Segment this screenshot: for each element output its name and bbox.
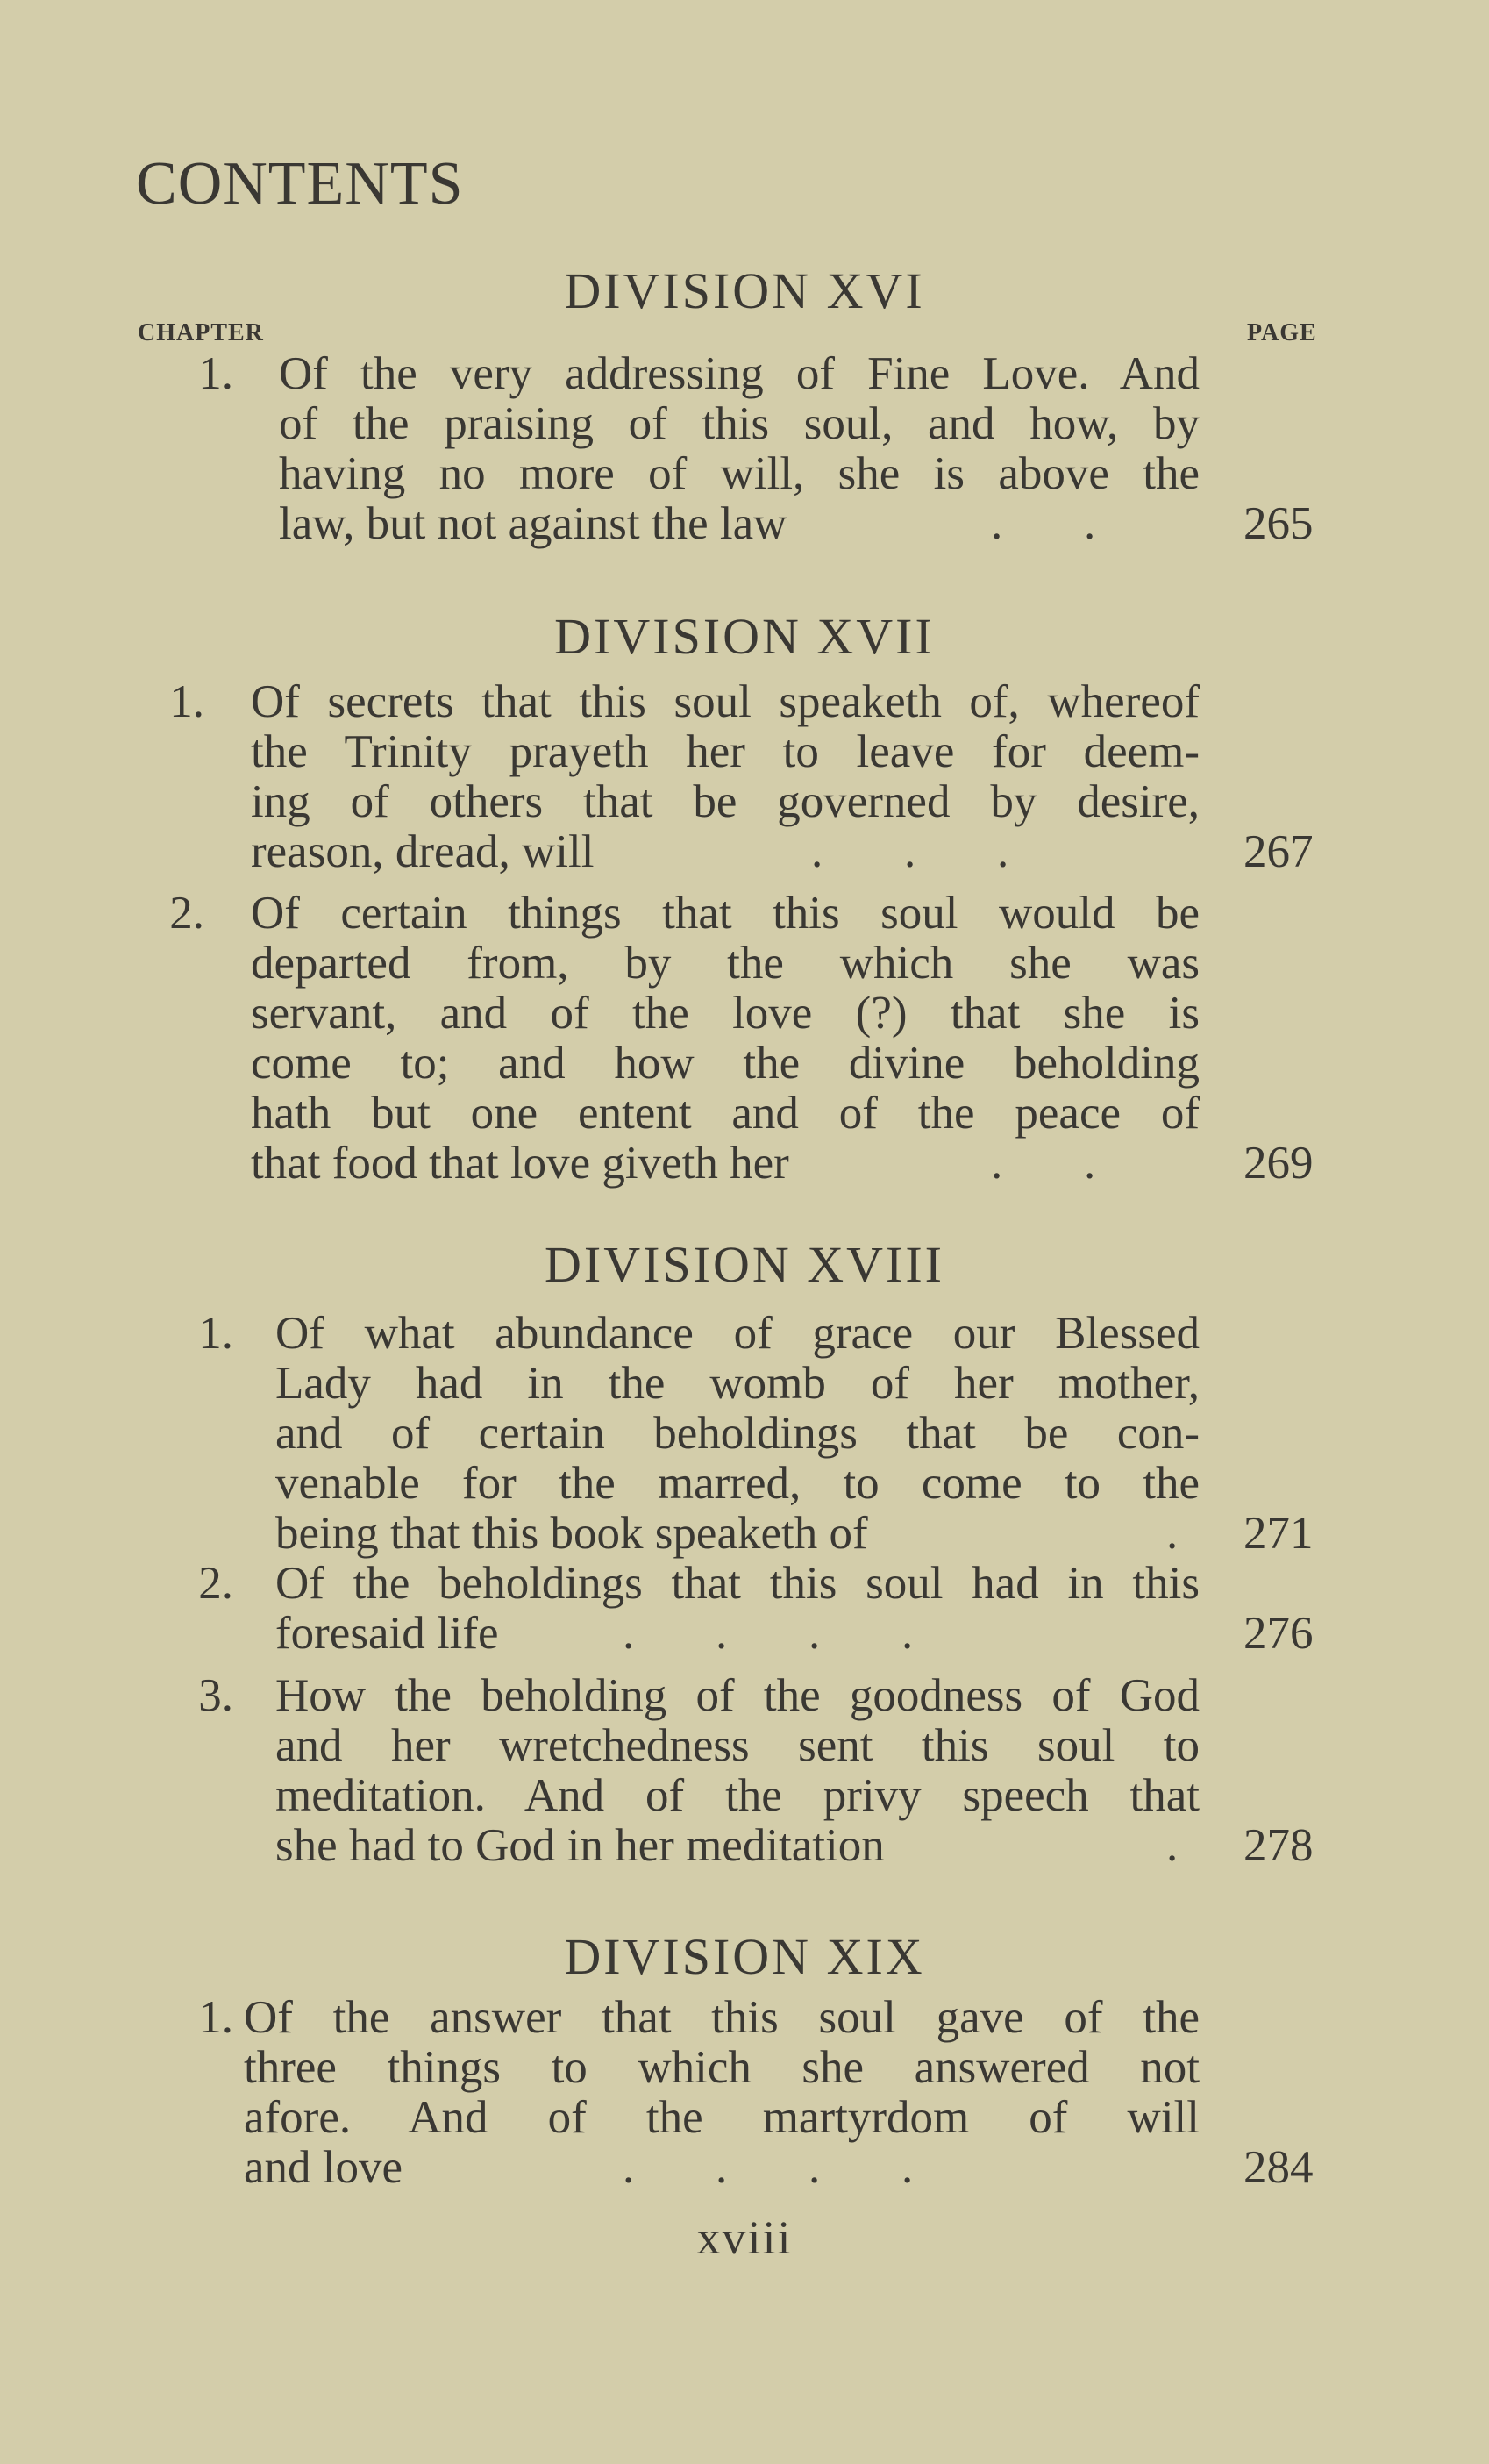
dot-leaders: . . . xyxy=(811,826,1009,877)
chapter-column-label: CHAPTER xyxy=(138,319,264,346)
dot-leaders: . xyxy=(1166,1508,1179,1559)
page-number[interactable]: 284 xyxy=(1243,2142,1314,2193)
entry-line: departed from, by the which she was xyxy=(251,938,1200,989)
entry-line: the Trinity prayeth her to leave for deem- xyxy=(251,726,1200,777)
page-number[interactable]: 269 xyxy=(1243,1138,1314,1189)
page-number[interactable]: 276 xyxy=(1243,1608,1314,1659)
page-column-label: PAGE xyxy=(1247,319,1317,346)
dot-leaders: . xyxy=(1166,1820,1179,1871)
page-number[interactable]: 278 xyxy=(1243,1820,1314,1871)
entry-line: three things to which she answered not xyxy=(244,2042,1200,2093)
entry-line: Of certain things that this soul would be xyxy=(251,888,1200,939)
page-title: CONTENTS xyxy=(136,150,464,218)
entry-line: Of what abundance of grace our Blessed xyxy=(275,1308,1200,1359)
division-heading: DIVISION XVIII xyxy=(545,1236,944,1293)
entry-line: meditation. And of the privy speech that xyxy=(275,1770,1200,1821)
page-number[interactable]: 271 xyxy=(1243,1508,1314,1559)
division-heading: DIVISION XVI xyxy=(564,262,925,319)
entry-line: of the praising of this soul, and how, by xyxy=(279,398,1200,449)
entry-line: Of the beholdings that this soul had in this xyxy=(275,1558,1200,1609)
page-number[interactable]: 267 xyxy=(1243,826,1314,877)
dot-leaders: . . . . xyxy=(623,2142,914,2193)
entry-line: venable for the marred, to come to the xyxy=(275,1458,1200,1509)
entry-line: servant, and of the love (?) that she is xyxy=(251,988,1200,1039)
entry-line: being that this book speaketh of xyxy=(275,1508,868,1559)
entry-line: law, but not against the law xyxy=(279,498,787,549)
entry-line: having no more of will, she is above the xyxy=(279,448,1200,499)
entry-line: Of secrets that this soul speaketh of, whereof xyxy=(251,676,1200,727)
division-heading: DIVISION XIX xyxy=(564,1928,925,1985)
chapter-number: 1. xyxy=(198,1992,233,2043)
chapter-number: 1. xyxy=(198,348,233,399)
entry-line: Of the answer that this soul gave of the xyxy=(244,1992,1200,2043)
chapter-number: 1. xyxy=(169,676,204,727)
dot-leaders: . . . . xyxy=(623,1608,914,1659)
entry-line: come to; and how the divine beholding xyxy=(251,1038,1200,1089)
entry-line: How the beholding of the goodness of God xyxy=(275,1670,1200,1721)
entry-line: afore. And of the martyrdom of will xyxy=(244,2092,1200,2143)
entry-line: ing of others that be governed by desire, xyxy=(251,776,1200,827)
division-heading: DIVISION XVII xyxy=(554,608,935,665)
chapter-number: 1. xyxy=(198,1308,233,1359)
entry-line: and her wretchedness sent this soul to xyxy=(275,1720,1200,1771)
chapter-number: 3. xyxy=(198,1670,233,1721)
entry-line: that food that love giveth her xyxy=(251,1138,789,1189)
entry-line: foresaid life xyxy=(275,1608,499,1659)
entry-line: she had to God in her meditation xyxy=(275,1820,885,1871)
entry-line: Lady had in the womb of her mother, xyxy=(275,1358,1200,1409)
entry-line: reason, dread, will xyxy=(251,826,595,877)
dot-leaders: . . xyxy=(991,1138,1096,1189)
chapter-number: 2. xyxy=(198,1558,233,1609)
page-number[interactable]: 265 xyxy=(1243,498,1314,549)
entry-line: and love xyxy=(244,2142,403,2193)
page-folio: xviii xyxy=(696,2211,793,2264)
entry-line: and of certain beholdings that be con- xyxy=(275,1408,1200,1459)
entry-line: hath but one entent and of the peace of xyxy=(251,1088,1200,1139)
dot-leaders: . . xyxy=(991,498,1096,549)
entry-line: Of the very addressing of Fine Love. And xyxy=(279,348,1200,399)
chapter-number: 2. xyxy=(169,888,204,939)
